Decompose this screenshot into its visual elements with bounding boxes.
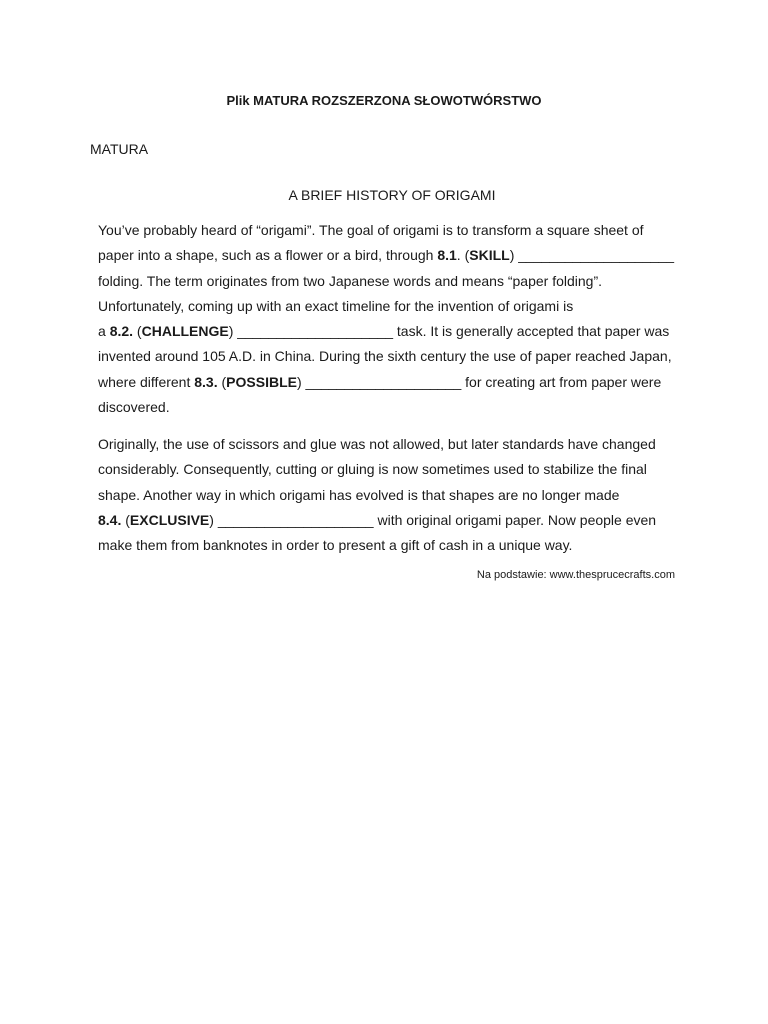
answer-blank-8-2[interactable]: ____________________	[237, 323, 394, 340]
line-text: a	[98, 323, 110, 340]
line-text: with original origami paper. Now people even	[373, 511, 657, 528]
line-text: paper into a shape, such as a flower or a bird, through	[98, 247, 438, 264]
punctuation: . (	[456, 247, 470, 264]
punctuation: )	[509, 247, 519, 264]
paragraph-line	[98, 370, 688, 395]
punctuation: (	[121, 511, 130, 528]
answer-blank-8-3[interactable]: ____________________	[305, 373, 462, 390]
answer-blank-8-4[interactable]: ____________________	[217, 511, 374, 528]
line-text: where different	[98, 373, 195, 390]
paragraph-line	[98, 319, 688, 344]
paragraph-line	[98, 243, 688, 268]
paragraph-line: Unfortunately, coming up with an exact timeline for the invention of origami is	[98, 297, 574, 314]
keyword-challenge: CHALLENGE	[141, 323, 229, 340]
punctuation: (	[133, 323, 142, 340]
line-text: task. It is generally accepted that paper was	[393, 323, 670, 340]
paragraph-1	[98, 218, 688, 420]
keyword-skill: SKILL	[469, 247, 510, 264]
task-number-8-2: 8.2.	[109, 323, 134, 340]
answer-blank-8-1[interactable]: ____________________	[518, 247, 674, 264]
keyword-possible: POSSIBLE	[226, 373, 297, 390]
section-label: MATURA	[90, 141, 149, 157]
paragraph-line	[98, 508, 688, 533]
paragraph-line: shape. Another way in which origami has evolved is that shapes are no longer made	[98, 486, 620, 503]
punctuation: )	[209, 511, 218, 528]
paragraph-line: discovered.	[98, 399, 170, 416]
paragraph-line: invented around 105 A.D. in China. During the sixth century the use of paper reached Japan,	[98, 348, 672, 365]
paragraph-line: Originally, the use of scissors and glue was not allowed, but later standards have changed	[98, 436, 656, 452]
punctuation: (	[217, 373, 227, 390]
paragraph-line: folding. The term originates from two Japanese words and means “paper folding”.	[98, 272, 603, 289]
line-text: for creating art from paper were	[461, 373, 662, 390]
document-title: Plik MATURA ROZSZERZONA SŁOWOTWÓRSTWO	[226, 93, 542, 108]
task-number-8-1: 8.1	[437, 247, 457, 264]
punctuation: )	[296, 373, 306, 390]
task-number-8-4: 8.4.	[98, 511, 122, 528]
punctuation: )	[228, 323, 238, 340]
source-citation: Na podstawie: www.thesprucecrafts.com	[476, 569, 675, 581]
paragraph-line: make them from banknotes in order to present a gift of cash in a unique way.	[98, 537, 573, 554]
paragraph-line: considerably. Consequently, cutting or gluing is now sometimes used to stabilize the final	[98, 461, 647, 478]
article-title: A BRIEF HISTORY OF ORIGAMI	[288, 187, 496, 203]
paragraph-2	[98, 432, 688, 558]
paragraph-line: You’ve probably heard of “origami”. The goal of origami is to transform a square sheet of	[98, 222, 644, 238]
task-number-8-3: 8.3.	[194, 373, 218, 390]
keyword-exclusive: EXCLUSIVE	[129, 511, 210, 528]
